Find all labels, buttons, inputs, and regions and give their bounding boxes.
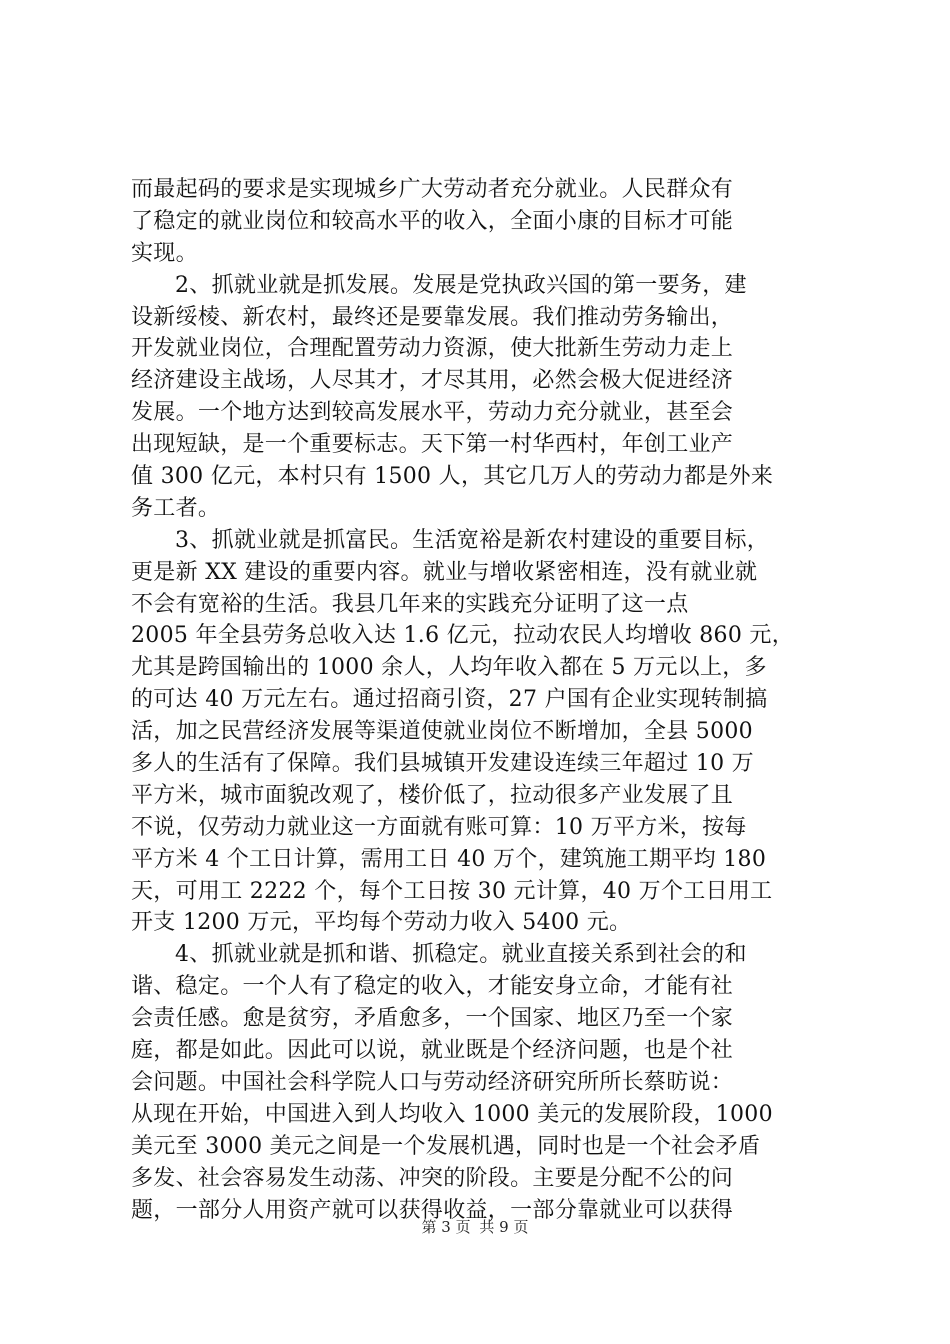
text-line: 天，可用工 2222 个，每个工日按 30 元计算，40 万个工日用工 [131,878,773,904]
text-line: 务工者。 [131,495,221,521]
text-line: 多发、社会容易发生动荡、冲突的阶段。主要是分配不公的问 [131,1165,734,1191]
text-line: 更是新 XX 建设的重要内容。就业与增收紧密相连，没有就业就 [131,559,758,585]
text-line: 2005 年全县劳务总收入达 1.6 亿元，拉动农民人均增收 860 元， [131,623,795,649]
text-line: 开支 1200 万元，平均每个劳动力收入 5400 元。 [131,910,632,936]
text-line: 不会有宽裕的生活。我县几年来的实践充分证明了这一点 [131,591,689,617]
text-line: 平方米，城市面貌改观了，楼价低了，拉动很多产业发展了且 [131,782,734,808]
text-line: 了稳定的就业岗位和较高水平的收入，全面小康的目标才可能 [131,208,734,234]
text-line: 多人的生活有了保障。我们县城镇开发建设连续三年超过 10 万 [131,751,754,777]
text-line: 实现。 [131,240,198,266]
text-line: 活，加之民营经济发展等渠道使就业岗位不断增加，全县 5000 [131,719,753,745]
text-line: 题，一部分人用资产就可以获得收益，一部分靠就业可以获得 [131,1197,734,1223]
text-line: 设新绥棱、新农村，最终还是要靠发展。我们推动劳务输出， [131,304,734,330]
text-line: 谐、稳定。一个人有了稳定的收入，才能安身立命，才能有社 [131,974,734,1000]
text-line: 而最起码的要求是实现城乡广大劳动者充分就业。人民群众有 [131,177,734,202]
document-body [131,174,831,1226]
text-line: 值 300 亿元，本村只有 1500 人，其它几万人的劳动力都是外来 [131,464,774,490]
text-line: 开发就业岗位，合理配置劳动力资源，使大批新生劳动力走上 [131,336,734,362]
page-footer [0,1216,950,1237]
text-line: 平方米 4 个工日计算，需用工日 40 万个，建筑施工期平均 180 [131,846,767,872]
text-line: 的可达 40 万元左右。通过招商引资，27 户国有企业实现转制搞 [131,687,768,713]
text-line: 尤其是跨国输出的 1000 余人，人均年收入都在 5 万元以上，多 [131,655,767,681]
text-line: 美元至 3000 美元之间是一个发展机遇，同时也是一个社会矛盾 [131,1133,761,1159]
text-line: 出现短缺，是一个重要标志。天下第一村华西村，年创工业产 [131,432,734,458]
text-line: 庭，都是如此。因此可以说，就业既是个经济问题，也是个社 [131,1038,734,1064]
text-line: 会责任感。愈是贫穷，矛盾愈多，一个国家、地区乃至一个家 [131,1006,734,1032]
text-line: 从现在开始，中国进入到人均收入 1000 美元的发展阶段，1000 [131,1101,773,1127]
text-line: 2、抓就业就是抓发展。发展是党执政兴国的第一要务，建 [175,272,747,298]
text-line: 4、抓就业就是抓和谐、抓稳定。就业直接关系到社会的和 [175,942,747,968]
text-line: 会问题。中国社会科学院人口与劳动经济研究所所长蔡昉说： [131,1069,734,1095]
page-total: 共 9 页 [479,1218,529,1236]
text-line: 3、抓就业就是抓富民。生活宽裕是新农村建设的重要目标， [175,527,770,553]
text-line: 不说，仅劳动力就业这一方面就有账可算：10 万平方米，按每 [131,814,747,840]
text-line: 经济建设主战场，人尽其才，才尽其用，必然会极大促进经济 [131,368,734,394]
text-line: 发展。一个地方达到较高发展水平，劳动力充分就业，甚至会 [131,400,734,426]
page-number: 第 3 页 [421,1218,471,1236]
